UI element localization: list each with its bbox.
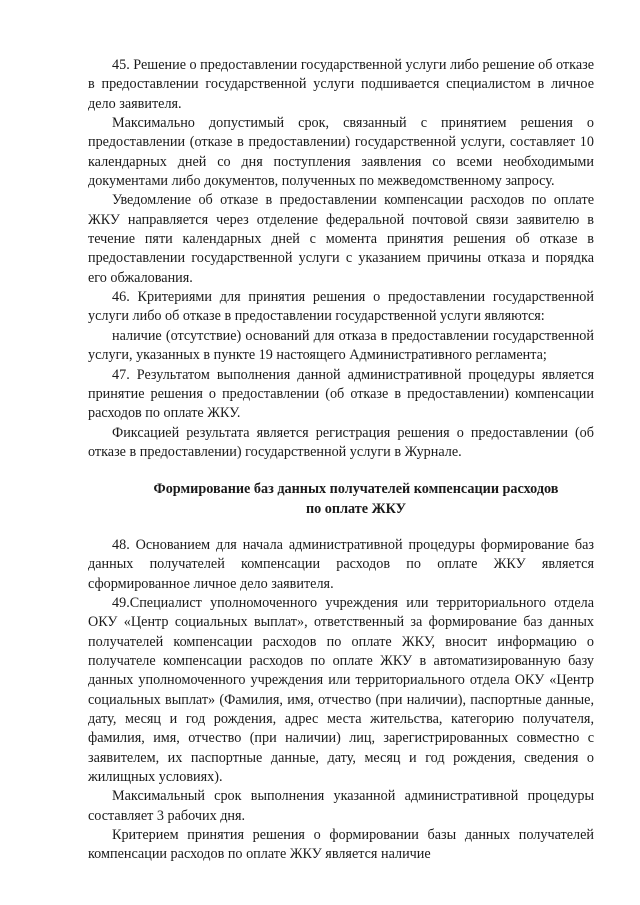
paragraph-47: 47. Результатом выполнения данной административной процедуры является принятие решения о предоставлении (об отказе в предоставлении) компенсации расходов по оплате ЖКУ. [88,366,594,422]
paragraph-fixation: Фиксацией результата является регистрация решения о предоставлении (об отказе в предоставлении) государственной услуги в Журнале. [88,424,594,460]
section-heading [88,480,594,519]
paragraph-48: 48. Основанием для начала административной процедуры формирование баз данных получателей компенсации расходов по оплате ЖКУ является сформированное личное дело заявителя. [88,536,594,592]
section-heading-line-1: Формирование баз данных получателей компенсации расходов [153,481,559,498]
paragraph-max-term-procedure: Максимальный срок выполнения указанной административной процедуры составляет 3 рабочих дня. [88,788,594,824]
paragraph-max-term: Максимально допустимый срок, связанный с принятием решения о предоставлении (отказе в предоставлении) государственной услуги, составляет 10 календарных дней со дня поступления заявления со всеми необходимыми документами либо документов, полученных по межведомственному запросу. [88,115,594,190]
paragraph-criterion: Критерием принятия решения о формировании базы данных получателей компенсации расходов по оплате ЖКУ является наличие [88,827,594,863]
paragraph-46: 46. Критериями для принятия решения о предоставлении государственной услуги либо об отказе в предоставлении государственной услуги являются: [88,289,594,325]
section-heading-line-2: по оплате ЖКУ [305,500,407,517]
paragraph-45: 45. Решение о предоставлении государственной услуги либо решение об отказе в предоставлении государственной услуги подшивается специалистом в личное дело заявителя. [88,57,595,112]
document-page [88,56,594,865]
paragraph-refusal-notice: Уведомление об отказе в предоставлении компенсации расходов по оплате ЖКУ направляется через отделение федеральной почтовой связи заявителю в течение пяти календарных дней с момента принятия решения об отказе в предоставлении государственной услуги с указанием причины отказа и порядка его обжалования. [88,192,594,286]
paragraph-criteria: наличие (отсутствие) оснований для отказа в предоставлении государственной услуги, указанных в пункте 19 настоящего Административного регламента; [88,327,594,364]
paragraph-49: 49.Специалист уполномоченного учреждения или территориального отдела ОКУ «Центр социальных выплат», ответственный за формирование баз данных получателей компенсации расходов по оплате ЖКУ, вносит информацию о получателе компенсации расходов по оплате ЖКУ в автоматизированную базу данных уполномоченного учреждения или территориального отдела ОКУ «Центр социальных выплат» (Фамилия, имя, отчество (при наличии), паспортные данные, дату, месяц и год рождения, адрес места жительства, категорию получателя, фамилия, имя, отчество (при наличии) лиц, зарегистрированных совместно с заявителем, их паспортные данные, дату, месяц и год рождения, сведения о жилищных условиях). [88,594,594,786]
